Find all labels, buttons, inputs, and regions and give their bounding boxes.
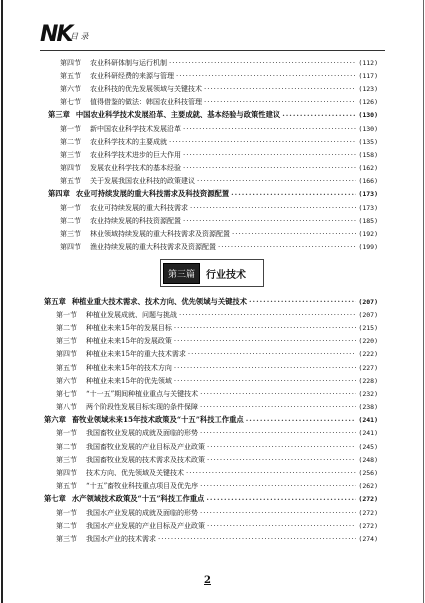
toc-section-number: 第五节 [60,177,81,186]
toc-entry-title: 水产领域技术政策及“十五”科技工作重点 [71,494,205,504]
toc-page-ref: (135) [358,137,378,146]
toc-entry-title: 种植业发展成就、问题与挑战 [86,310,177,319]
toc-entry-title: 种植业未来15年的优先领域 [86,376,172,385]
toc-entry-title: 农业可持续发展的重大科技需求 [90,203,188,212]
toc-page-ref: (238) [358,403,378,412]
toc-entry-title: 值得借鉴的做法：韩国农业科技管理 [90,98,202,107]
dot-leader [190,204,356,212]
toc-page-ref: (112) [358,58,378,67]
dot-leader [232,230,356,238]
toc-section-number: 第七章 [44,494,66,504]
toc-chapter-row[interactable] [44,414,378,427]
toc-section-number: 第一节 [60,124,81,133]
toc-section-row[interactable] [48,82,378,95]
toc-section-row[interactable] [48,69,378,82]
toc-page-ref: (117) [358,71,378,80]
toc-section-row[interactable] [44,480,378,493]
part-title: 行业技术 [206,269,247,281]
toc-entry-title: 农业持续发展的科技资源配置 [90,216,181,225]
toc-section-row[interactable] [44,348,378,361]
toc-section-number: 第六节 [56,376,77,385]
toc-page-ref: (207) [358,297,378,306]
toc-page-ref: (123) [358,84,378,93]
toc-entry-title: 我国水产业的技术需求 [86,534,156,543]
dot-leader [207,443,356,451]
toc-section-row[interactable] [44,453,378,466]
page-number: 2 [204,575,211,586]
toc-section-row[interactable] [44,374,378,387]
dot-leader [246,416,357,425]
dot-leader [183,217,356,225]
dot-leader [207,522,356,530]
dot-leader [169,138,356,146]
toc-entry-title: 种植业未来15年的重大技术需求 [86,350,186,359]
toc-page-ref: (207) [358,310,378,319]
toc-section-number: 第二节 [60,137,81,146]
toc-section-row[interactable] [44,440,378,453]
toc-entry-title: 农业科学技术的主要成就 [90,137,167,146]
dot-leader [206,495,356,504]
dot-leader [169,59,356,67]
dot-leader [200,429,356,437]
toc-entry-title: 新中国农业科学技术发展沿革 [90,124,181,133]
toc-page-ref: (241) [358,416,378,425]
toc-page-ref: (158) [358,150,378,159]
toc-page-ref: (262) [358,482,378,491]
dot-leader [282,111,356,120]
left-border [1,0,3,603]
toc-entry-title: 林业领域持续发展的重大科技需求及资源配置 [90,230,230,239]
toc-entry-title: 农业科研经费的来源与管理 [90,71,174,80]
toc-page-ref: (241) [358,429,378,438]
toc-chapter-row[interactable] [48,109,378,122]
toc-entry-title: 我国水产业发展的成就及面临的形势 [86,508,198,517]
toc-section-number: 第二节 [56,442,77,451]
toc-page-ref: (274) [358,534,378,543]
toc-section-row[interactable] [48,135,378,148]
toc-section-row[interactable] [48,201,378,214]
toc-page-ref: (185) [358,216,378,225]
toc-entry-title: 中国农业科学技术发展沿革、主要成就、基本经验与政策性建议 [75,110,281,120]
toc-section-row[interactable] [48,162,378,175]
toc-entry-title: 畜牧业领域未来15年技术政策及“十五”科技工作重点 [71,415,244,425]
toc-page-ref: (256) [358,469,378,478]
dot-leader [186,469,356,477]
toc-section-number: 第一节 [56,310,77,319]
dot-leader [197,177,356,185]
toc-section-number: 第四节 [60,164,81,173]
toc-page-ref: (248) [358,455,378,464]
toc-entry-title: “十一五”期间种植业重点与关键技术 [86,389,199,398]
toc-section-number: 第二节 [56,323,77,332]
toc-section-number: 第四章 [48,189,70,199]
toc-section-row[interactable] [48,56,378,69]
toc-section-number: 第五节 [56,363,77,372]
toc-page-ref: (130) [358,111,378,120]
toc-section-row[interactable] [44,532,378,545]
toc-entry-title: 种植业重大技术需求、技术方向、优先领域与关键技术 [71,296,248,306]
toc-section-row[interactable] [44,466,378,479]
toc-list-top [48,56,378,254]
toc-page-ref: (192) [358,230,378,239]
header-divider [40,50,385,51]
toc-chapter-row[interactable] [44,295,378,308]
toc-page-ref: (272) [358,521,378,530]
dot-leader [200,403,356,411]
toc-entry-title: 两个阶段性发展目标实现的条件保障 [86,403,198,412]
toc-page-ref: (220) [358,337,378,346]
toc-entry-title: 农业可持续发展的重大科技需求及科技资源配置 [75,189,230,199]
dot-leader [179,311,356,319]
toc-entry-title: 种植业未来15年的技术方向 [86,363,172,372]
toc-section-number: 第五节 [56,482,77,491]
toc-entry-title: 技术方向、优先领域及关键技术 [86,469,184,478]
header-subtitle: 目 录 [70,32,89,41]
toc-page-ref: (272) [358,495,378,504]
dot-leader [158,535,356,543]
toc-list-bottom [44,295,378,546]
toc-section-row[interactable] [48,96,378,109]
nk-logo: NK [40,22,72,47]
right-border [423,0,424,603]
toc-section-number: 第三节 [56,534,77,543]
toc-section-row[interactable] [48,227,378,240]
toc-section-row[interactable] [48,122,378,135]
toc-section-row[interactable] [44,308,378,321]
toc-section-number: 第一节 [56,508,77,517]
toc-section-number: 第三节 [60,150,81,159]
toc-section-row[interactable] [48,241,378,254]
toc-section-number: 第七节 [56,389,77,398]
toc-page-ref: (228) [358,376,378,385]
toc-entry-title: 关于发展我国农业科技的政策建议 [90,177,195,186]
dot-leader [204,98,356,106]
toc-section-row[interactable] [44,335,378,348]
dot-leader [174,324,357,332]
toc-page-ref: (272) [358,508,378,517]
toc-section-number: 第二节 [56,521,77,530]
toc-section-row[interactable] [44,361,378,374]
part-heading [163,262,263,284]
toc-page-ref: (227) [358,363,378,372]
toc-page-ref: (130) [358,124,378,133]
toc-section-number: 第三章 [48,110,70,120]
toc-section-number: 第四节 [60,58,81,67]
toc-page-ref: (126) [358,98,378,107]
toc-section-number: 第二节 [60,216,81,225]
toc-section-row[interactable] [44,427,378,440]
toc-page-ref: (166) [358,177,378,186]
toc-section-row[interactable] [44,401,378,414]
toc-section-number: 第三节 [56,337,77,346]
toc-section-row[interactable] [44,506,378,519]
toc-entry-title: 农业科学技术进步的巨大作用 [90,150,181,159]
toc-entry-title: 渔业持续发展的重大科技需求及资源配置 [90,243,216,252]
dot-leader [188,350,357,358]
toc-entry-title: 我国畜牧业发展的技术需求及技术政策 [86,455,205,464]
toc-entry-title: 种植业未来15年的发展政策 [86,337,172,346]
toc-entry-title: 我国畜牧业发展的产业目标及产业政策 [86,442,205,451]
toc-entry-title: 我国畜牧业发展的成就及面临的形势 [86,429,198,438]
toc-entry-title: 农业科技的优先发展领域与关键技术 [90,84,202,93]
toc-entry-title: 农业科研体制与运行机制 [90,58,167,67]
toc-entry-title: 发展农业科学技术的基本经验 [90,164,181,173]
dot-leader [249,297,356,306]
dot-leader [183,151,356,159]
toc-page-ref: (222) [358,350,378,359]
dot-leader [207,456,356,464]
toc-entry-title: 种植业未来15年的发展目标 [86,323,172,332]
dot-leader [174,337,357,345]
dot-leader [218,243,356,251]
toc-section-number: 第三节 [56,455,77,464]
toc-page-ref: (173) [358,190,378,199]
toc-section-row[interactable] [44,519,378,532]
dot-leader [231,190,356,199]
toc-chapter-row[interactable] [48,188,378,201]
toc-entry-title: 我国水产业发展的产业目标及产业政策 [86,521,205,530]
toc-section-number: 第一节 [60,203,81,212]
toc-section-number: 第四节 [60,243,81,252]
dot-leader [183,125,356,133]
toc-section-row[interactable] [44,387,378,400]
toc-page-ref: (215) [358,323,378,332]
toc-page-ref: (199) [358,243,378,252]
dot-leader [183,164,356,172]
toc-entry-title: “十五”畜牧业科技重点项目及优先序 [86,482,199,491]
toc-section-number: 第四节 [56,350,77,359]
dot-leader [200,509,356,517]
toc-page-ref: (232) [358,389,378,398]
toc-page-ref: (162) [358,164,378,173]
toc-section-number: 第六节 [60,84,81,93]
toc-section-number: 第七节 [60,98,81,107]
dot-leader [200,390,356,398]
page-header [40,22,380,52]
toc-section-number: 第八节 [56,403,77,412]
toc-section-row[interactable] [48,175,378,188]
toc-section-number: 第一节 [56,429,77,438]
toc-section-row[interactable] [44,321,378,334]
toc-page-ref: (173) [358,203,378,212]
toc-section-number: 第三节 [60,230,81,239]
toc-section-number: 第五章 [44,296,66,306]
toc-section-row[interactable] [48,148,378,161]
toc-section-number: 第五节 [60,71,81,80]
dot-leader [176,72,356,80]
toc-page-ref: (245) [358,442,378,451]
toc-section-number: 第六章 [44,415,66,425]
dot-leader [204,85,356,93]
toc-section-number: 第四节 [56,469,77,478]
toc-section-row[interactable] [48,214,378,227]
dot-leader [174,364,357,372]
dot-leader [200,482,356,490]
part-label: 第三篇 [163,263,200,284]
dot-leader [174,377,357,385]
toc-chapter-row[interactable] [44,493,378,506]
